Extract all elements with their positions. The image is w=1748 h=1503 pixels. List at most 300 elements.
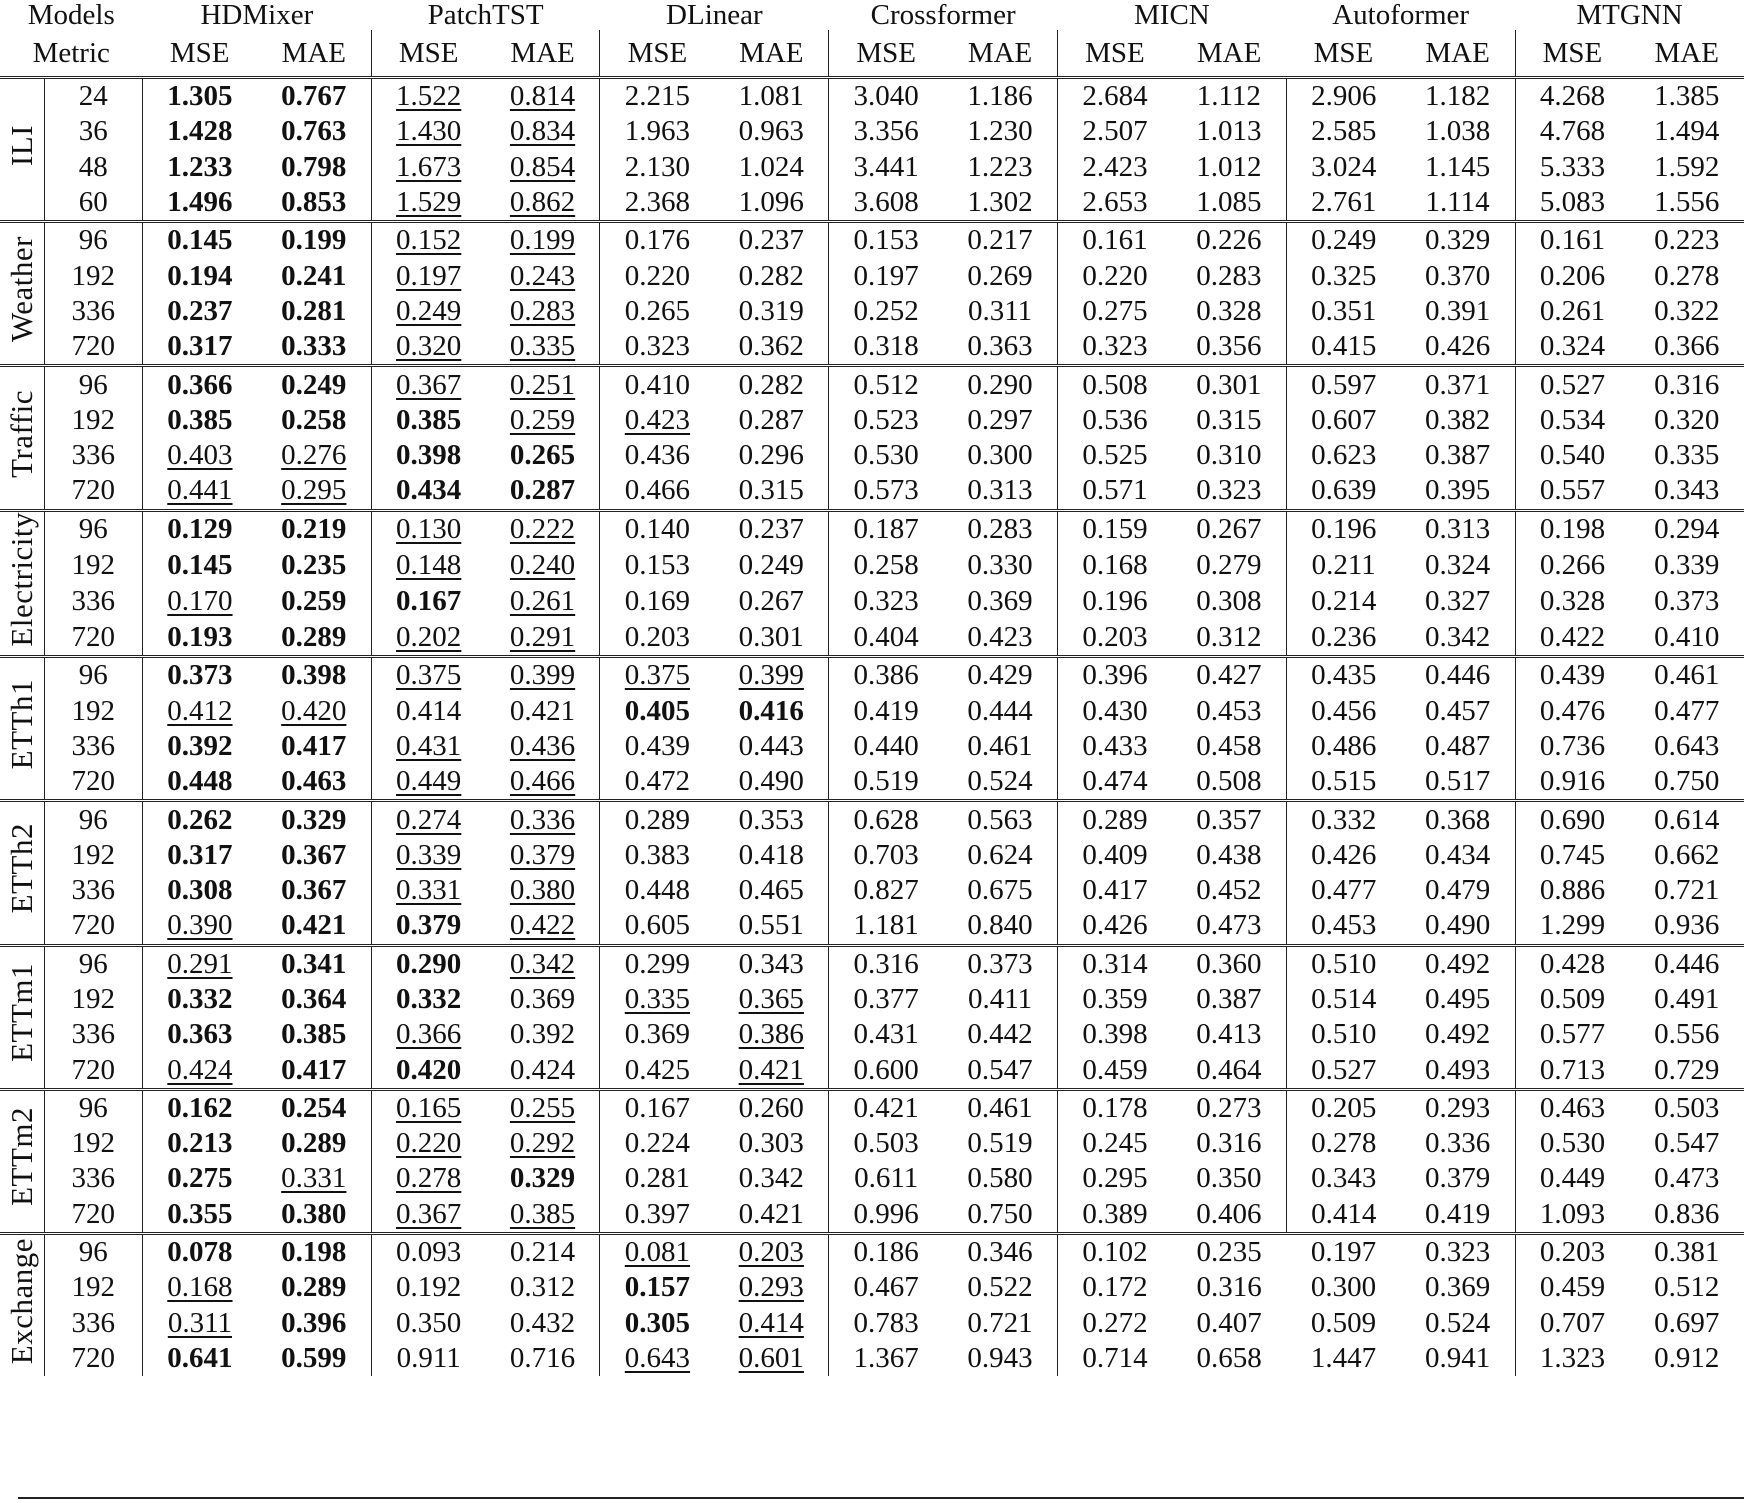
table-row: [0, 583, 1744, 619]
metric-value: 0.153: [624, 548, 691, 581]
value-cell: [371, 583, 485, 619]
best-value: 0.289: [281, 620, 347, 653]
second-best-value: 0.259: [509, 403, 576, 436]
value-cell: [1172, 1126, 1286, 1161]
metric-value: 0.279: [1196, 548, 1262, 581]
best-value: 0.305: [624, 1306, 691, 1339]
best-value: 1.305: [167, 80, 233, 113]
metric-mae: MAE: [1196, 37, 1262, 69]
metric-value: 0.290: [967, 368, 1033, 401]
best-value: 0.329: [509, 1162, 576, 1195]
value-cell: [1058, 294, 1172, 329]
metric-value: 0.252: [853, 294, 919, 327]
value-cell: [1401, 873, 1515, 908]
best-value: 0.373: [167, 659, 233, 692]
value-cell: [714, 693, 828, 728]
horizon-cell: 336: [44, 583, 142, 619]
metric-value: 2.761: [1311, 186, 1377, 219]
best-value: 0.145: [167, 224, 233, 257]
table-row: [0, 945, 1744, 982]
value-cell: [371, 547, 485, 583]
value-cell: [1172, 403, 1286, 438]
metric-value: 0.343: [1311, 1162, 1377, 1195]
metric-value: 0.510: [1311, 1018, 1377, 1051]
best-value: 0.262: [167, 803, 233, 836]
value-cell: [257, 150, 371, 185]
second-best-value: 0.339: [396, 838, 462, 871]
value-cell: [1629, 294, 1744, 329]
metric-value: 0.315: [738, 474, 804, 507]
dataset-label: Electricity: [4, 511, 39, 647]
metric-mae: MAE: [257, 30, 371, 78]
second-best-value: 0.197: [396, 259, 462, 292]
metric-value: 0.422: [1539, 620, 1606, 653]
metric-value: 0.536: [1082, 403, 1148, 436]
metric-value: 0.312: [1196, 620, 1262, 653]
horizon-cell: 60: [44, 185, 142, 222]
value-cell: [1401, 619, 1515, 656]
value-cell: [142, 114, 256, 149]
metric-value: 0.223: [1654, 224, 1720, 257]
value-cell: [943, 1126, 1057, 1161]
value-cell: [257, 294, 371, 329]
value-cell: [1172, 510, 1286, 547]
value-cell: [257, 366, 371, 403]
value-cell: [1629, 873, 1744, 908]
metric-value: 3.608: [853, 186, 919, 219]
horizon-cell: 192: [44, 403, 142, 438]
metric-value: 0.421: [853, 1091, 919, 1124]
value-cell: [142, 838, 256, 873]
metric-value: 0.295: [1082, 1162, 1148, 1195]
value-cell: [714, 329, 828, 366]
value-cell: [829, 1197, 943, 1234]
dataset-label: Weather: [4, 236, 39, 343]
value-cell: [1172, 908, 1286, 945]
horizon-cell: 96: [44, 366, 142, 403]
value-cell: [1286, 1341, 1400, 1376]
value-cell: [714, 222, 828, 259]
value-cell: [257, 185, 371, 222]
metric-value: 0.557: [1539, 474, 1606, 507]
value-cell: [1172, 838, 1286, 873]
metric-value: 0.547: [1654, 1127, 1720, 1160]
value-cell: [142, 1017, 256, 1052]
second-best-value: 0.466: [509, 765, 576, 798]
value-cell: [1401, 838, 1515, 873]
value-cell: [714, 1197, 828, 1234]
metric-value: 0.492: [1424, 947, 1491, 980]
value-cell: [1629, 945, 1744, 982]
metric-value: 0.512: [853, 368, 919, 401]
value-cell: [1172, 729, 1286, 764]
metric-value: 4.268: [1539, 80, 1606, 113]
metric-value: 0.473: [1654, 1162, 1720, 1195]
value-cell: [943, 366, 1057, 403]
best-value: 0.641: [167, 1341, 233, 1374]
value-cell: [486, 1306, 600, 1341]
best-value: 0.317: [167, 838, 233, 871]
metric-value: 0.211: [1311, 548, 1376, 581]
value-cell: [943, 150, 1057, 185]
value-cell: [1286, 150, 1400, 185]
metric-value: 0.512: [1654, 1271, 1720, 1304]
metric-value: 0.203: [1539, 1236, 1606, 1269]
value-cell: [714, 908, 828, 945]
value-cell: [1058, 693, 1172, 728]
metric-value: 0.510: [1311, 947, 1377, 980]
value-cell: [371, 185, 485, 222]
metric-value: 0.414: [1311, 1197, 1377, 1230]
best-value: 0.379: [396, 909, 462, 942]
horizon-cell: 192: [44, 982, 142, 1017]
metric-value: 0.176: [624, 224, 691, 257]
metric-value: 1.385: [1654, 80, 1720, 113]
value-cell: [257, 1306, 371, 1341]
second-best-value: 0.643: [624, 1341, 691, 1374]
value-cell: [371, 329, 485, 366]
value-cell: [600, 1341, 714, 1376]
metric-value: 1.012: [1196, 150, 1262, 183]
value-cell: [486, 294, 600, 329]
value-cell: [600, 222, 714, 259]
metric-value: 0.371: [1424, 368, 1491, 401]
metric-value: 0.323: [1082, 330, 1148, 363]
metric-value: 0.381: [1654, 1236, 1720, 1269]
value-cell: [714, 294, 828, 329]
metric-value: 0.289: [1082, 803, 1148, 836]
metric-value: 0.428: [1539, 947, 1606, 980]
table-row: [0, 473, 1744, 510]
value-cell: [829, 1126, 943, 1161]
metric-value: 0.721: [967, 1306, 1033, 1339]
value-cell: [600, 150, 714, 185]
horizon-cell: 96: [44, 1089, 142, 1126]
metric-value: 0.415: [1311, 330, 1377, 363]
dataset-label-cell: [0, 1233, 44, 1376]
metric-value: 0.736: [1539, 729, 1606, 762]
metric-value: 1.096: [738, 186, 804, 219]
value-cell: [829, 1161, 943, 1196]
horizon-cell: 48: [44, 150, 142, 185]
value-cell: [486, 150, 600, 185]
metric-value: 0.458: [1196, 729, 1262, 762]
value-cell: [1401, 473, 1515, 510]
value-cell: [257, 908, 371, 945]
table-row: [0, 693, 1744, 728]
value-cell: [943, 838, 1057, 873]
value-cell: [371, 1126, 485, 1161]
metric-value: 0.404: [853, 620, 919, 653]
metric-value: 0.322: [1654, 294, 1720, 327]
value-cell: [1515, 222, 1629, 259]
value-cell: [829, 114, 943, 149]
metric-value: 0.435: [1311, 659, 1377, 692]
value-cell: [1058, 366, 1172, 403]
value-cell: [257, 329, 371, 366]
second-best-value: 0.412: [167, 694, 233, 727]
best-value: 0.308: [167, 874, 233, 907]
value-cell: [943, 258, 1057, 293]
dataset-label-cell: [0, 801, 44, 945]
horizon-cell: 720: [44, 764, 142, 801]
section-ettm2: [0, 1089, 1744, 1233]
value-cell: [142, 547, 256, 583]
metric-value: 0.339: [1654, 548, 1720, 581]
metric-value: 0.267: [738, 584, 804, 617]
section-ettm1: [0, 945, 1744, 1089]
value-cell: [1515, 329, 1629, 366]
metric-value: 0.312: [509, 1271, 576, 1304]
metric-value: 1.592: [1654, 150, 1720, 183]
metric-value: 0.410: [1654, 620, 1720, 653]
metric-value: 0.272: [1082, 1306, 1148, 1339]
value-cell: [257, 438, 371, 473]
metric-value: 0.515: [1311, 765, 1377, 798]
metric-value: 0.425: [624, 1053, 691, 1086]
metric-value: 0.363: [967, 330, 1033, 363]
metric-value: 0.426: [1311, 838, 1377, 871]
metric-value: 0.310: [1196, 439, 1262, 472]
metric-value: 0.186: [853, 1236, 919, 1269]
value-cell: [1286, 838, 1400, 873]
metric-value: 0.273: [1196, 1091, 1262, 1124]
value-cell: [943, 1161, 1057, 1196]
metric-value: 0.453: [1196, 694, 1262, 727]
metric-value: 0.370: [1424, 259, 1491, 292]
value-cell: [1172, 1306, 1286, 1341]
metric-value: 0.452: [1196, 874, 1262, 907]
metric-value: 0.368: [1424, 803, 1491, 836]
value-cell: [1401, 908, 1515, 945]
value-cell: [142, 1270, 256, 1305]
value-cell: [257, 729, 371, 764]
metric-value: 1.223: [967, 150, 1033, 183]
value-cell: [1058, 329, 1172, 366]
value-cell: [486, 258, 600, 293]
value-cell: [1515, 1233, 1629, 1270]
metric-value: 0.299: [624, 947, 691, 980]
value-cell: [829, 473, 943, 510]
best-value: 0.366: [167, 368, 233, 401]
second-best-value: 0.199: [509, 224, 576, 257]
value-cell: [486, 222, 600, 259]
metric-value: 0.220: [624, 259, 691, 292]
value-cell: [371, 1089, 485, 1126]
dataset-label-cell: [0, 510, 44, 657]
value-cell: [371, 78, 485, 115]
value-cell: [1629, 908, 1744, 945]
second-best-value: 0.311: [167, 1306, 232, 1339]
value-cell: [943, 510, 1057, 547]
dataset-label: ETTh2: [4, 823, 39, 914]
metric-value: 0.476: [1539, 694, 1606, 727]
metric-value: 0.461: [967, 729, 1033, 762]
value-cell: [1401, 1017, 1515, 1052]
value-cell: [1172, 150, 1286, 185]
metric-value: 0.178: [1082, 1091, 1148, 1124]
metric-value: 0.387: [1424, 439, 1491, 472]
value-cell: [714, 366, 828, 403]
value-cell: [600, 657, 714, 694]
horizon-cell: 336: [44, 729, 142, 764]
second-best-value: 0.202: [396, 620, 462, 653]
metric-value: 0.459: [1539, 1271, 1606, 1304]
value-cell: [829, 908, 943, 945]
metric-value: 1.013: [1196, 115, 1262, 148]
value-cell: [943, 873, 1057, 908]
value-cell: [714, 1126, 828, 1161]
value-cell: [714, 547, 828, 583]
value-cell: [829, 438, 943, 473]
best-value: 0.434: [396, 474, 462, 507]
value-cell: [1172, 1052, 1286, 1089]
metric-value: 0.319: [738, 294, 804, 327]
metric-value: 0.369: [967, 584, 1033, 617]
value-cell: [829, 1306, 943, 1341]
models-header-row: [0, 0, 1744, 30]
value-cell: [1629, 473, 1744, 510]
value-cell: [943, 329, 1057, 366]
value-cell: [600, 873, 714, 908]
second-best-value: 0.152: [396, 224, 462, 257]
metric-value: 1.556: [1654, 186, 1720, 219]
value-cell: [600, 438, 714, 473]
best-value: 1.233: [167, 150, 233, 183]
metric-value: 0.534: [1539, 403, 1606, 436]
value-cell: [943, 619, 1057, 656]
value-cell: [714, 78, 828, 115]
value-cell: [1629, 729, 1744, 764]
value-cell: [1515, 114, 1629, 149]
metric-mse: MSE: [627, 37, 688, 69]
value-cell: [1515, 583, 1629, 619]
horizon-cell: 96: [44, 801, 142, 838]
second-best-value: 0.367: [396, 1197, 462, 1230]
value-cell: [1058, 801, 1172, 838]
horizon-cell: 96: [44, 657, 142, 694]
value-cell: [1515, 619, 1629, 656]
value-cell: [1058, 583, 1172, 619]
metric-value: 0.296: [738, 439, 804, 472]
value-cell: [1058, 222, 1172, 259]
value-cell: [142, 473, 256, 510]
value-cell: [1058, 78, 1172, 115]
metric-value: 0.472: [624, 765, 691, 798]
metric-value: 0.643: [1654, 729, 1720, 762]
table-row: [0, 366, 1744, 403]
value-cell: [1515, 438, 1629, 473]
value-cell: [257, 619, 371, 656]
value-cell: [1286, 510, 1400, 547]
second-best-value: 0.424: [167, 1053, 233, 1086]
table-row: [0, 1126, 1744, 1161]
value-cell: [142, 764, 256, 801]
model-header-crossformer: Crossformer: [870, 0, 1016, 31]
value-cell: [1515, 1126, 1629, 1161]
metric-value: 0.342: [1424, 620, 1491, 653]
best-value: 0.265: [509, 439, 576, 472]
value-cell: [371, 1306, 485, 1341]
metric-value: 0.525: [1082, 439, 1148, 472]
best-value: 0.167: [396, 584, 462, 617]
value-cell: [1172, 438, 1286, 473]
value-cell: [257, 945, 371, 982]
dataset-label: ILI: [4, 124, 39, 166]
value-cell: [600, 729, 714, 764]
section-etth2: [0, 801, 1744, 945]
models-label: Models: [27, 0, 115, 31]
metric-mse: MSE: [398, 37, 459, 69]
value-cell: [1172, 801, 1286, 838]
value-cell: [486, 982, 600, 1017]
table-row: [0, 329, 1744, 366]
value-cell: [1172, 114, 1286, 149]
best-value: 0.329: [281, 803, 347, 836]
value-cell: [829, 510, 943, 547]
value-cell: [714, 1161, 828, 1196]
second-best-value: 0.220: [396, 1127, 462, 1160]
second-best-value: 0.168: [167, 1271, 233, 1304]
metric-value: 0.431: [853, 1018, 919, 1051]
metric-value: 0.283: [967, 513, 1033, 546]
value-cell: [943, 764, 1057, 801]
metric-value: 0.386: [853, 659, 919, 692]
metric-value: 0.639: [1311, 474, 1377, 507]
value-cell: [1286, 1233, 1400, 1270]
best-value: 0.275: [167, 1162, 233, 1195]
value-cell: [142, 1341, 256, 1376]
metric-value: 0.224: [624, 1127, 691, 1160]
metric-value: 0.196: [1082, 584, 1148, 617]
value-cell: [600, 982, 714, 1017]
best-value: 0.367: [281, 838, 347, 871]
metric-value: 1.230: [967, 115, 1033, 148]
value-cell: [714, 185, 828, 222]
metric-value: 0.600: [853, 1053, 919, 1086]
value-cell: [1058, 1306, 1172, 1341]
value-cell: [371, 1052, 485, 1089]
best-value: 0.193: [167, 620, 233, 653]
value-cell: [1286, 403, 1400, 438]
best-value: 0.332: [167, 982, 233, 1015]
value-cell: [1401, 1233, 1515, 1270]
metric-value: 0.336: [1424, 1127, 1491, 1160]
second-best-value: 1.673: [396, 150, 462, 183]
metric-value: 0.330: [967, 548, 1033, 581]
metric-value: 0.407: [1196, 1306, 1262, 1339]
value-cell: [600, 1089, 714, 1126]
metric-value: 1.367: [853, 1341, 919, 1374]
value-cell: [1172, 1197, 1286, 1234]
model-header-patchtst: PatchTST: [427, 0, 544, 31]
metric-value: 0.260: [738, 1091, 804, 1124]
value-cell: [600, 403, 714, 438]
metric-value: 0.205: [1311, 1091, 1377, 1124]
table-row: [0, 1233, 1744, 1270]
horizon-cell: 336: [44, 294, 142, 329]
value-cell: [371, 403, 485, 438]
metric-mse: MSE: [1542, 37, 1603, 69]
value-cell: [1629, 657, 1744, 694]
metric-value: 0.577: [1539, 1018, 1606, 1051]
second-best-value: 0.222: [509, 513, 576, 546]
metric-value: 3.356: [853, 115, 919, 148]
table-row: [0, 1306, 1744, 1341]
value-cell: [257, 1341, 371, 1376]
value-cell: [600, 547, 714, 583]
value-cell: [600, 1052, 714, 1089]
